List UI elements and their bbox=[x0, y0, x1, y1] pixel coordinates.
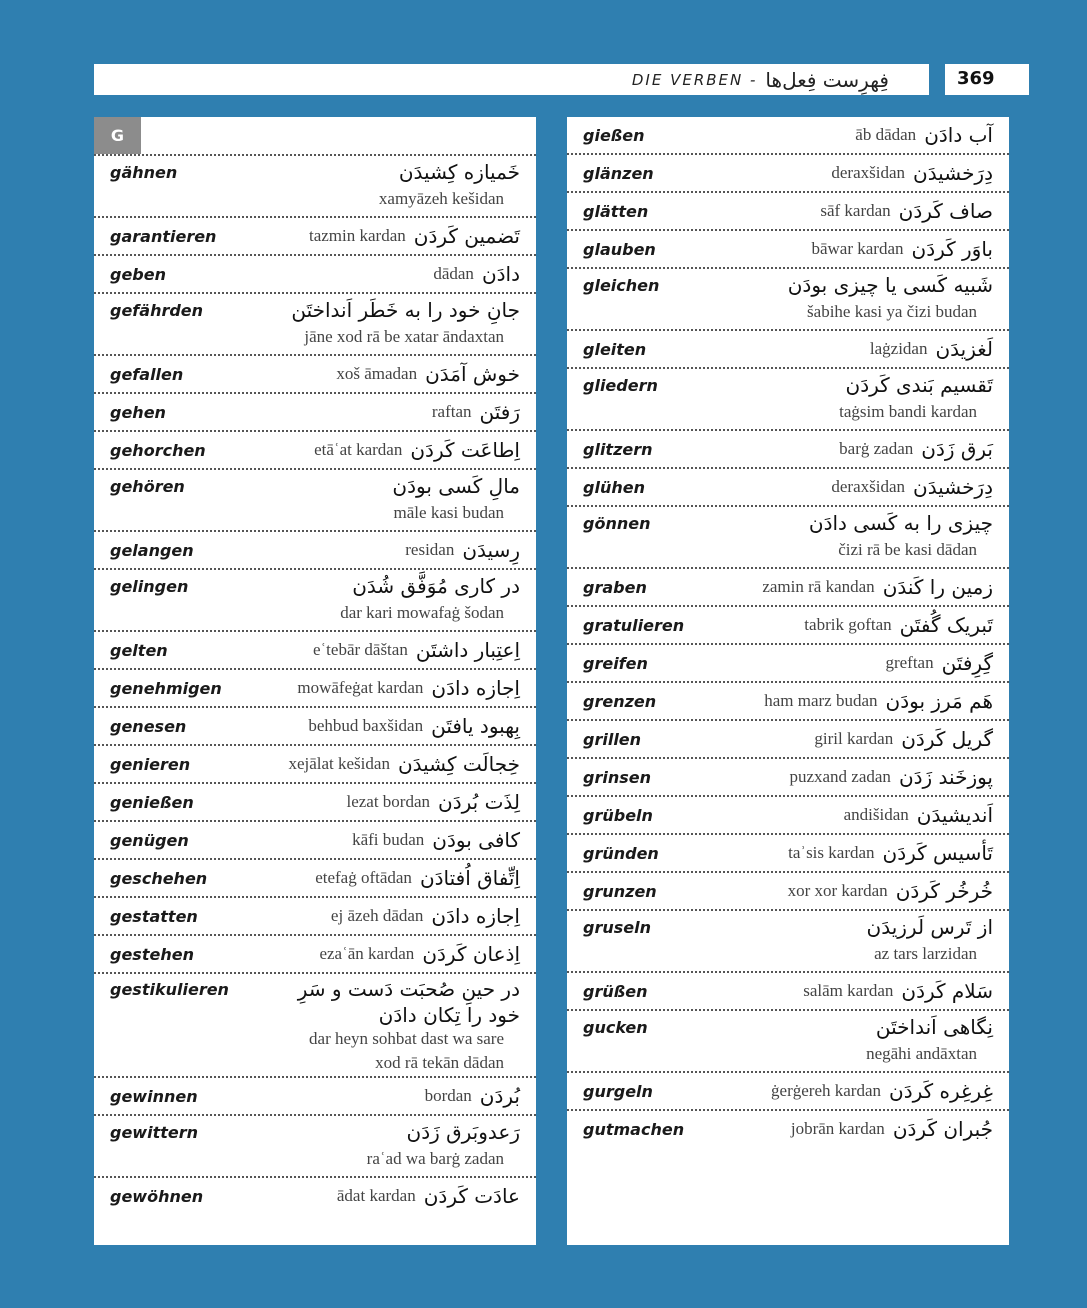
dictionary-entry bbox=[567, 267, 1009, 329]
entry-main-row bbox=[583, 331, 993, 367]
transliteration: residan bbox=[405, 540, 455, 559]
persian-verb: در حینِ صُحبَت دَست و سَرِ bbox=[297, 977, 520, 1001]
entry-translation bbox=[791, 1117, 993, 1141]
entry-translation bbox=[820, 199, 993, 223]
german-verb: geben bbox=[110, 264, 166, 284]
german-verb: genesen bbox=[110, 716, 187, 736]
entry-main-row bbox=[110, 156, 520, 188]
persian-verb: هَم مَرز بودَن bbox=[885, 689, 993, 713]
german-verb: gefährden bbox=[110, 300, 204, 320]
dictionary-entry bbox=[567, 191, 1009, 229]
dictionary-entry bbox=[94, 354, 536, 392]
persian-verb: غِرغِره کَردَن bbox=[889, 1079, 993, 1103]
transliteration: šabihe kasi ya čizi budan bbox=[807, 302, 977, 321]
entry-translation bbox=[315, 866, 520, 890]
entry-main-row bbox=[110, 670, 520, 706]
german-verb: gruseln bbox=[583, 917, 651, 937]
entry-translation bbox=[788, 879, 993, 903]
german-verb: genügen bbox=[110, 830, 189, 850]
transliteration: jobrān kardan bbox=[790, 1119, 885, 1138]
persian-verb: اِطاعَت کَردَن bbox=[410, 438, 520, 462]
transliteration: māle kasi budan bbox=[393, 503, 504, 522]
persian-verb: خُرخُر کَردَن bbox=[895, 879, 993, 903]
transliteration: āb dādan bbox=[855, 125, 917, 144]
persian-verb: رِسیدَن bbox=[462, 538, 520, 562]
dictionary-entry bbox=[94, 392, 536, 430]
dictionary-entry bbox=[94, 154, 536, 216]
dictionary-entry bbox=[567, 643, 1009, 681]
transliteration: behbud baxšidan bbox=[308, 716, 424, 735]
entry-main-row bbox=[110, 218, 520, 254]
german-verb: gönnen bbox=[583, 513, 651, 533]
transliteration: deraxšidan bbox=[831, 477, 905, 496]
german-verb: glänzen bbox=[583, 163, 654, 183]
persian-verb: تَضمین کَردَن bbox=[413, 224, 520, 248]
header-bar bbox=[94, 64, 929, 95]
entry-main-row bbox=[583, 759, 993, 795]
german-verb: grunzen bbox=[583, 881, 657, 901]
entry-main-row bbox=[583, 873, 993, 909]
right-column bbox=[567, 117, 1009, 1245]
entry-translation bbox=[425, 1084, 520, 1108]
entry-translation bbox=[803, 979, 993, 1003]
transliteration: mowāfeġat kardan bbox=[297, 678, 424, 697]
german-verb: gewöhnen bbox=[110, 1186, 204, 1206]
dictionary-entry bbox=[567, 505, 1009, 567]
persian-verb: آب دادَن bbox=[924, 123, 993, 147]
transliteration: kāfi budan bbox=[352, 830, 425, 849]
dictionary-entry bbox=[567, 605, 1009, 643]
entry-translation bbox=[433, 262, 520, 286]
entry-main-row bbox=[110, 860, 520, 896]
entry-main-row bbox=[110, 746, 520, 782]
german-verb: grenzen bbox=[583, 691, 657, 711]
persian-verb: کافی بودَن bbox=[432, 828, 520, 852]
german-verb: glühen bbox=[583, 477, 645, 497]
transliteration: taġsim bandi kardan bbox=[839, 402, 977, 421]
entry-translation bbox=[831, 161, 993, 185]
entry-translation bbox=[405, 538, 520, 562]
german-verb: gefallen bbox=[110, 364, 184, 384]
entry-main-row bbox=[583, 431, 993, 467]
transliteration: barġ zadan bbox=[839, 439, 914, 458]
left-entry-list bbox=[94, 154, 536, 1214]
german-verb: gucken bbox=[583, 1017, 648, 1037]
dictionary-entry bbox=[567, 1071, 1009, 1109]
transliteration: ādat kardan bbox=[336, 1186, 416, 1205]
transliteration: giril kardan bbox=[814, 729, 894, 748]
dictionary-entry bbox=[94, 744, 536, 782]
entry-main-row bbox=[583, 569, 993, 605]
persian-verb-continued: خود را تِکان دادَن bbox=[378, 1003, 520, 1027]
entry-main-row bbox=[110, 784, 520, 820]
german-verb: glitzern bbox=[583, 439, 653, 459]
entry-translation bbox=[764, 689, 993, 713]
persian-verb: چیزی را به کَسی دادَن bbox=[808, 511, 993, 535]
persian-verb: شَبیه کَسی یا چیزی بودَن bbox=[787, 273, 993, 297]
transliteration: salām kardan bbox=[803, 981, 894, 1000]
page-title bbox=[632, 67, 889, 93]
entry-translation bbox=[867, 915, 993, 939]
transliteration: dar kari mowafaġ šodan bbox=[340, 603, 504, 622]
entry-main-row bbox=[110, 974, 520, 1004]
entry-translation bbox=[809, 511, 993, 535]
transliteration: dar heyn sohbat dast wa sare bbox=[309, 1029, 504, 1048]
persian-verb: مالِ کَسی بودَن bbox=[392, 474, 520, 498]
german-verb: glätten bbox=[583, 201, 649, 221]
entry-translation bbox=[291, 298, 520, 322]
entry-translation bbox=[392, 474, 520, 498]
entry-main-row bbox=[110, 470, 520, 502]
german-verb: gehorchen bbox=[110, 440, 206, 460]
persian-verb: اِجازه دادَن bbox=[431, 904, 520, 928]
transliteration: negāhi andāxtan bbox=[866, 1044, 977, 1063]
title-german: DIE VERBEN - bbox=[631, 71, 758, 89]
entry-translation bbox=[804, 613, 993, 637]
german-verb: gratulieren bbox=[583, 615, 685, 635]
entry-main-row bbox=[583, 507, 993, 539]
persian-verb: باوَر کَردَن bbox=[911, 237, 993, 261]
entry-translation bbox=[399, 160, 520, 184]
entry-main-row bbox=[110, 1178, 520, 1214]
dictionary-entry bbox=[567, 795, 1009, 833]
dictionary-entry bbox=[94, 706, 536, 744]
entry-translation bbox=[337, 1184, 520, 1208]
entry-main-row bbox=[110, 822, 520, 858]
transliteration: xor xor kardan bbox=[787, 881, 888, 900]
dictionary-entry bbox=[567, 567, 1009, 605]
entry-translation bbox=[314, 438, 520, 462]
entry-main-row bbox=[583, 607, 993, 643]
entry-translation bbox=[308, 714, 520, 738]
dictionary-entry bbox=[567, 719, 1009, 757]
entry-main-row bbox=[110, 936, 520, 972]
dictionary-entry bbox=[567, 681, 1009, 719]
entry-main-row bbox=[583, 973, 993, 1009]
entry-translation bbox=[762, 575, 993, 599]
persian-verb: لِذَت بُردَن bbox=[438, 790, 520, 814]
dictionary-entry bbox=[567, 329, 1009, 367]
persian-verb: تَقسیم بَندی کَردَن bbox=[845, 373, 993, 397]
entry-main-row bbox=[583, 193, 993, 229]
transliteration: xamyāzeh kešidan bbox=[378, 189, 504, 208]
entry-translation bbox=[839, 437, 993, 461]
entry-translation bbox=[814, 727, 993, 751]
transliteration: xejālat kešidan bbox=[288, 754, 390, 773]
transliteration: ej āzeh dādan bbox=[330, 906, 424, 925]
persian-verb: خوش آمَدَن bbox=[425, 362, 520, 386]
transliteration: zamin rā kandan bbox=[762, 577, 875, 596]
transliteration: andišidan bbox=[843, 805, 909, 824]
dictionary-entry bbox=[94, 896, 536, 934]
persian-verb: دِرَخشیدَن bbox=[913, 161, 993, 185]
german-verb: glauben bbox=[583, 239, 656, 259]
entry-translation bbox=[432, 400, 520, 424]
entry-main-row bbox=[110, 532, 520, 568]
transliteration: bāwar kardan bbox=[811, 239, 904, 258]
entry-main-row bbox=[583, 911, 993, 943]
german-verb: gelingen bbox=[110, 576, 189, 596]
persian-verb: اِذعان کَردَن bbox=[422, 942, 520, 966]
persian-verb: از تَرس لَرزیدَن bbox=[866, 915, 993, 939]
entry-translation bbox=[309, 224, 520, 248]
german-verb: gründen bbox=[583, 843, 659, 863]
entry-main-row bbox=[583, 797, 993, 833]
entry-main-row bbox=[110, 632, 520, 668]
persian-verb: اِعتِبار داشتَن bbox=[415, 638, 520, 662]
entry-translation bbox=[788, 841, 993, 865]
transliteration: raftan bbox=[431, 402, 472, 421]
transliteration: taʾsis kardan bbox=[788, 843, 875, 862]
persian-verb: دِرَخشیدَن bbox=[913, 475, 993, 499]
transliteration: čizi rā be kasi dādan bbox=[838, 540, 977, 559]
transliteration: puzxand zadan bbox=[789, 767, 891, 786]
german-verb: genehmigen bbox=[110, 678, 222, 698]
persian-verb: سَلام کَردَن bbox=[901, 979, 993, 1003]
entry-translation bbox=[789, 765, 993, 789]
german-verb: grüßen bbox=[583, 981, 648, 1001]
entry-translation bbox=[313, 638, 520, 662]
dictionary-entry bbox=[567, 229, 1009, 267]
dictionary-entry bbox=[567, 429, 1009, 467]
german-verb: gleichen bbox=[583, 275, 660, 295]
entry-main-row bbox=[110, 708, 520, 744]
transliteration: etefaġ oftādan bbox=[315, 868, 412, 887]
persian-verb: نِگاهی اَنداختَن bbox=[875, 1015, 993, 1039]
dictionary-entry bbox=[94, 568, 536, 630]
dictionary-entry bbox=[567, 153, 1009, 191]
german-verb: greifen bbox=[583, 653, 648, 673]
entry-main-row bbox=[583, 231, 993, 267]
german-verb: gehen bbox=[110, 402, 166, 422]
dictionary-entry bbox=[94, 216, 536, 254]
transliteration: raʿad wa barġ zadan bbox=[366, 1149, 504, 1168]
persian-verb: اَندیشیدَن bbox=[916, 803, 993, 827]
transliteration: bordan bbox=[424, 1086, 472, 1105]
title-persian: فِهرِست فِعل‌ها bbox=[765, 68, 889, 92]
entry-main-row bbox=[583, 683, 993, 719]
page-number-box bbox=[945, 64, 1029, 95]
entry-translation bbox=[885, 651, 993, 675]
persian-verb: خَمیازه کِشیدَن bbox=[398, 160, 520, 184]
persian-verb: صاف کَردَن bbox=[898, 199, 993, 223]
entry-translation bbox=[288, 752, 520, 776]
german-verb: grübeln bbox=[583, 805, 653, 825]
german-verb: gewinnen bbox=[110, 1086, 198, 1106]
german-verb: gießen bbox=[583, 125, 645, 145]
entry-main-row bbox=[583, 721, 993, 757]
entry-main-row bbox=[110, 1078, 520, 1114]
entry-translation bbox=[844, 803, 993, 827]
german-verb: gähnen bbox=[110, 162, 178, 182]
dictionary-entry bbox=[94, 1176, 536, 1214]
german-verb: gurgeln bbox=[583, 1081, 653, 1101]
entry-main-row bbox=[583, 117, 993, 153]
entry-main-row bbox=[110, 432, 520, 468]
persian-verb: تَأسیس کَردَن bbox=[882, 841, 993, 865]
dictionary-entry bbox=[567, 1109, 1009, 1147]
persian-verb: گِرِفتَن bbox=[941, 651, 993, 675]
german-verb: grinsen bbox=[583, 767, 651, 787]
german-verb: geschehen bbox=[110, 868, 208, 888]
persian-verb: بِهبود یافتَن bbox=[431, 714, 520, 738]
german-verb: gelangen bbox=[110, 540, 194, 560]
entry-main-row bbox=[583, 835, 993, 871]
entry-translation bbox=[811, 237, 993, 261]
german-verb: genieren bbox=[110, 754, 191, 774]
german-verb: gelten bbox=[110, 640, 168, 660]
entry-translation bbox=[831, 475, 993, 499]
entry-main-row bbox=[110, 356, 520, 392]
german-verb: garantieren bbox=[110, 226, 217, 246]
german-verb: gutmachen bbox=[583, 1119, 685, 1139]
dictionary-entry bbox=[567, 971, 1009, 1009]
dictionary-entry bbox=[567, 909, 1009, 971]
entry-main-row bbox=[110, 394, 520, 430]
dictionary-entry bbox=[94, 668, 536, 706]
german-verb: gliedern bbox=[583, 375, 658, 395]
transliteration: az tars larzidan bbox=[874, 944, 977, 963]
persian-verb: بَرق زَدَن bbox=[921, 437, 993, 461]
dictionary-entry bbox=[94, 430, 536, 468]
dictionary-entry bbox=[567, 467, 1009, 505]
persian-verb: جانِ خود را به خَطَر اَنداختَن bbox=[291, 298, 520, 322]
transliteration: tazmin kardan bbox=[308, 226, 406, 245]
dictionary-entry bbox=[94, 1114, 536, 1176]
transliteration: xoš āmadan bbox=[336, 364, 418, 383]
entry-main-row bbox=[583, 269, 993, 301]
page-number: 369 bbox=[957, 68, 995, 89]
german-verb: gestatten bbox=[110, 906, 198, 926]
entry-translation bbox=[788, 273, 993, 297]
entry-translation bbox=[319, 942, 520, 966]
entry-main-row bbox=[110, 1116, 520, 1148]
entry-main-row bbox=[110, 256, 520, 292]
persian-verb: خِجالَت کِشیدَن bbox=[397, 752, 520, 776]
german-verb: genießen bbox=[110, 792, 194, 812]
dictionary-entry bbox=[94, 858, 536, 896]
german-verb: gestehen bbox=[110, 944, 194, 964]
transliteration: dādan bbox=[433, 264, 474, 283]
dictionary-entry bbox=[94, 782, 536, 820]
persian-verb: جُبران کَردَن bbox=[892, 1117, 993, 1141]
dictionary-entry bbox=[94, 292, 536, 354]
transliteration: ezaʿān kardan bbox=[319, 944, 415, 963]
persian-verb: اِجازه دادَن bbox=[431, 676, 520, 700]
persian-verb: زمین را کَندَن bbox=[882, 575, 993, 599]
entry-translation bbox=[331, 904, 520, 928]
entry-translation bbox=[336, 362, 520, 386]
dictionary-entry bbox=[567, 871, 1009, 909]
transliteration: ġerġereh kardan bbox=[771, 1081, 882, 1100]
persian-verb: اِتِّفاق اُفتادَن bbox=[419, 866, 520, 890]
german-verb: gehören bbox=[110, 476, 185, 496]
dictionary-entry bbox=[567, 367, 1009, 429]
letter-tab: G bbox=[94, 117, 141, 154]
dictionary-entry bbox=[567, 1009, 1009, 1071]
entry-translation bbox=[352, 828, 520, 852]
right-entry-list bbox=[567, 117, 1009, 1147]
transliteration: eʿtebār dāštan bbox=[312, 640, 408, 659]
german-verb: gleiten bbox=[583, 339, 647, 359]
entry-main-row bbox=[583, 155, 993, 191]
german-verb: gestikulieren bbox=[110, 979, 229, 999]
dictionary-entry bbox=[94, 468, 536, 530]
persian-verb: تَبریک گُفتَن bbox=[899, 613, 993, 637]
transliteration: etāʿat kardan bbox=[314, 440, 403, 459]
entry-main-row bbox=[583, 645, 993, 681]
entry-translation bbox=[846, 373, 994, 397]
entry-main-row bbox=[110, 294, 520, 326]
persian-verb: عادَت کَردَن bbox=[423, 1184, 520, 1208]
entry-translation bbox=[855, 123, 993, 147]
entry-main-row bbox=[583, 1073, 993, 1109]
entry-translation bbox=[297, 676, 520, 700]
persian-verb: بُردَن bbox=[479, 1084, 520, 1108]
persian-verb: پوزخَند زَدَن bbox=[898, 765, 993, 789]
entry-translation bbox=[771, 1079, 993, 1103]
entry-translation bbox=[352, 574, 520, 598]
entry-main-row bbox=[583, 469, 993, 505]
entry-translation bbox=[298, 977, 520, 1001]
persian-verb: گریل کَردَن bbox=[901, 727, 993, 751]
transliteration: deraxšidan bbox=[831, 163, 905, 182]
persian-verb: رَفتَن bbox=[479, 400, 520, 424]
dictionary-entry bbox=[567, 757, 1009, 795]
transliteration: lezat bordan bbox=[346, 792, 431, 811]
entry-translation bbox=[870, 337, 993, 361]
entry-translation bbox=[876, 1015, 993, 1039]
transliteration: laġzidan bbox=[869, 339, 928, 358]
dictionary-entry bbox=[567, 117, 1009, 153]
entry-translation bbox=[407, 1120, 520, 1144]
german-verb: gewittern bbox=[110, 1122, 198, 1142]
german-verb: grillen bbox=[583, 729, 642, 749]
entry-main-row bbox=[583, 1011, 993, 1043]
persian-verb: لَغزیدَن bbox=[935, 337, 993, 361]
dictionary-entry bbox=[94, 530, 536, 568]
dictionary-entry bbox=[94, 1076, 536, 1114]
entry-main-row bbox=[110, 570, 520, 602]
persian-verb: رَعدوبَرق زَدَن bbox=[406, 1120, 520, 1144]
dictionary-entry bbox=[94, 820, 536, 858]
transliteration: sāf kardan bbox=[820, 201, 891, 220]
left-column bbox=[94, 117, 536, 1245]
entry-translation bbox=[346, 790, 520, 814]
entry-main-row bbox=[583, 369, 993, 401]
persian-verb: دادَن bbox=[481, 262, 520, 286]
entry-main-row bbox=[583, 1111, 993, 1147]
dictionary-entry bbox=[567, 833, 1009, 871]
transliteration: tabrik goftan bbox=[804, 615, 892, 634]
dictionary-entry bbox=[94, 630, 536, 668]
transliteration: greftan bbox=[885, 653, 934, 672]
transliteration-continued: xod rā tekān dādan bbox=[375, 1053, 504, 1072]
dictionary-entry bbox=[94, 254, 536, 292]
dictionary-entry bbox=[94, 972, 536, 1076]
german-verb: graben bbox=[583, 577, 647, 597]
persian-verb: در کاری مُوَفَّق شُدَن bbox=[352, 574, 520, 598]
entry-main-row bbox=[110, 898, 520, 934]
transliteration: ham marz budan bbox=[764, 691, 878, 710]
transliteration: jāne xod rā be xatar āndaxtan bbox=[304, 327, 504, 346]
dictionary-entry bbox=[94, 934, 536, 972]
